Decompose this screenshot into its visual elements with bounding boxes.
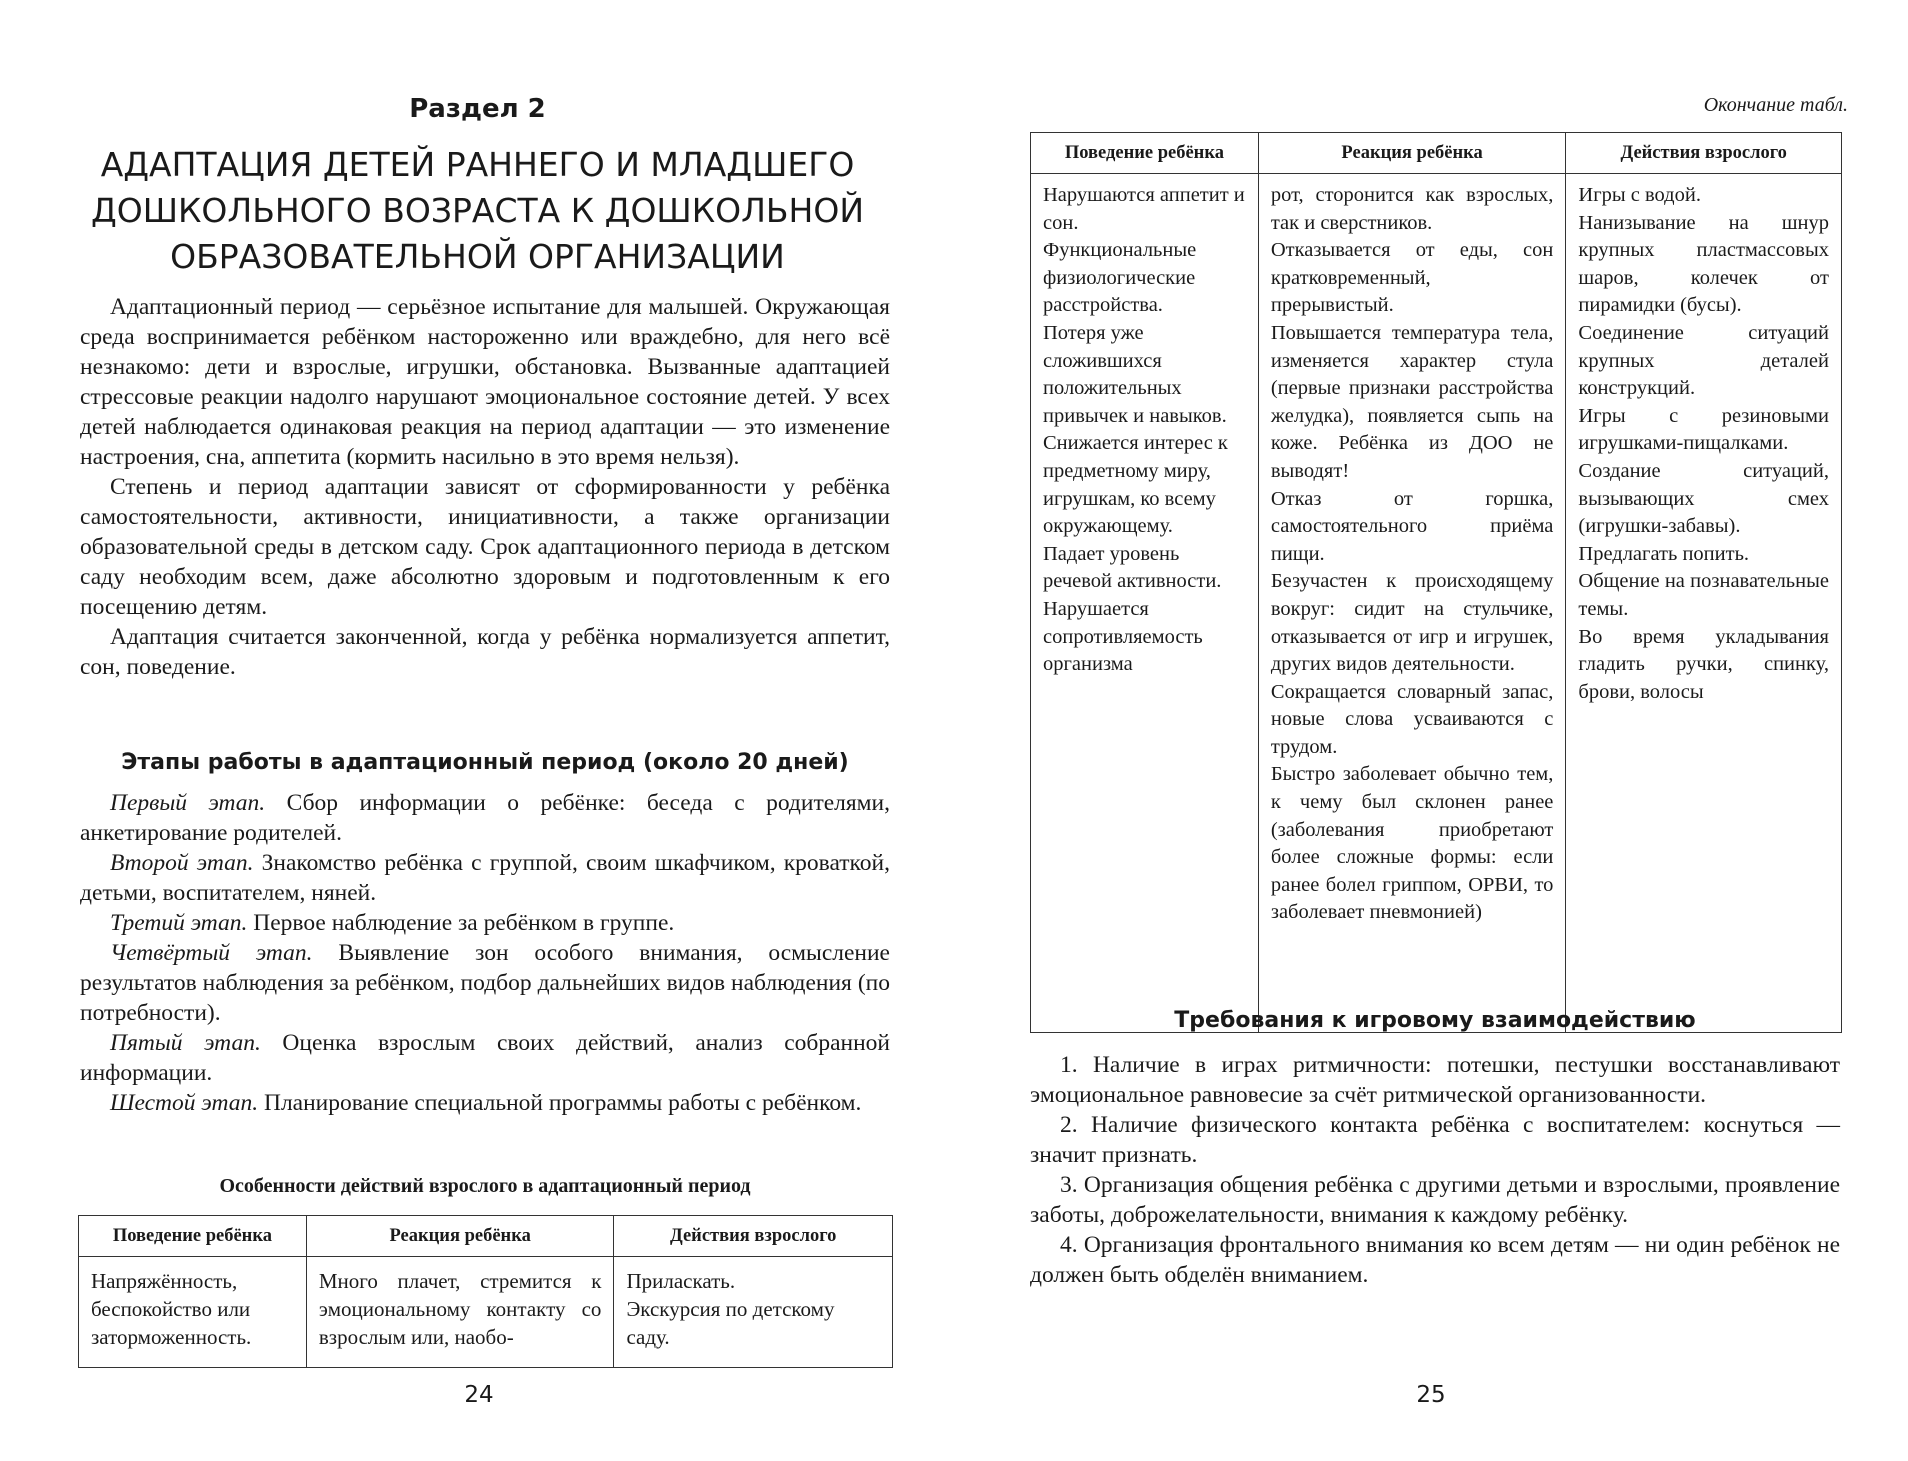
table-cell-behavior [79, 1257, 307, 1368]
paragraph: Адаптация считается законченной, когда у ребёнка нормализуется аппетит, сон, поведение. [80, 624, 890, 680]
cell-line: Напряжённость, [91, 1269, 238, 1293]
cell-line: Соединение ситуаций крупных деталей конструкций. [1578, 321, 1829, 400]
table-cell-reaction [306, 1257, 614, 1368]
stages-heading: Этапы работы в адаптационный период (около 20 дней) [121, 750, 849, 775]
stage-item [80, 908, 890, 938]
stage-label: Третий этап. [110, 910, 248, 936]
stage-text: Планирование специальной программы работы с ребёнком. [258, 1090, 862, 1116]
table-header-cell: Действия взрослого [1566, 133, 1842, 174]
stage-text: Выявление зон особого внимания, осмысление результатов наблюдения за ребёнком, подбор дальнейших видов наблюдения (по потребности). [80, 940, 890, 1026]
requirement-item: 2. Наличие физического контакта ребёнка с воспитателем: коснуться — значит признать. [1030, 1112, 1840, 1168]
paragraph: Степень и период адаптации зависят от сформированности у ребёнка самостоятельности, активности, инициативности, а также организации образовательной среды в детском саду. Срок адаптационного периода в детском саду необходим всем, даже абсолютно здоровым и подготовленным к его посещению детям. [80, 474, 890, 620]
stage-label: Пятый этап. [110, 1030, 261, 1056]
stage-text: Первое наблюдение за ребёнком в группе. [247, 910, 675, 936]
cell-line: Игры с резиновыми игрушками-пищалками. [1578, 404, 1829, 455]
table-cell-reaction [1258, 174, 1566, 1033]
cell-line: Экскурсия по детскому саду. [626, 1297, 835, 1349]
section-title [80, 142, 875, 280]
cell-line: рот, сторонится как взрослых, так и сверстников. [1270, 184, 1554, 234]
cell-line: Функциональные физиологические расстройства. [1043, 239, 1197, 317]
table-cell-behavior [1031, 174, 1259, 1033]
requirement-item: 4. Организация фронтального внимания ко всем детям — ни один ребёнок не должен быть обделён вниманием. [1030, 1232, 1840, 1288]
intro-text [80, 292, 890, 682]
stage-item [80, 1088, 890, 1118]
table-row [79, 1257, 893, 1368]
cell-line: Много плачет, стремится к эмоциональному контакту со взрослым или, наобо- [318, 1269, 602, 1349]
page-number: 25 [1416, 1382, 1446, 1408]
stage-label: Четвёртый этап. [110, 940, 313, 966]
table-header-row [1031, 133, 1842, 174]
stage-text: Оценка взрослым своих действий, анализ собранной информации. [80, 1030, 890, 1086]
adaptation-table-start [78, 1215, 893, 1368]
cell-line: Общение на познавательные темы. [1578, 570, 1829, 620]
requirements-heading: Требования к игровому взаимодействию [1174, 1008, 1696, 1033]
stage-label: Первый этап. [110, 790, 266, 816]
cell-line: Нанизывание на шнур крупных пластмассовых шаров, колечек от пирамидки (бусы). [1578, 211, 1829, 317]
table-caption: Особенности действий взрослого в адаптационный период [219, 1175, 751, 1197]
section-title-line: ОБРАЗОВАТЕЛЬНОЙ ОРГАНИЗАЦИИ [170, 237, 785, 276]
stage-text: Сбор информации о ребёнке: беседа с родителями, анкетирование родителей. [80, 790, 891, 846]
cell-line: Потеря уже сложившихся положительных привычек и навыков. [1043, 321, 1227, 427]
cell-line: Падает уровень речевой активности. [1043, 542, 1222, 593]
stage-item [80, 788, 890, 848]
table-header-cell: Действия взрослого [614, 1216, 893, 1257]
cell-line: Создание ситуаций, вызывающих смех (игрушки-забавы). [1578, 459, 1829, 538]
cell-line: Безучастен к происходящему вокруг: сидит на стульчике, отказывается от игр и игрушек, других видов деятельности. [1270, 570, 1554, 676]
adaptation-table-end [1030, 132, 1842, 1033]
table-header-cell: Реакция ребёнка [1258, 133, 1566, 174]
table-header-row [79, 1216, 893, 1257]
stage-item [80, 1028, 890, 1088]
table-header-cell: Поведение ребёнка [1031, 133, 1259, 174]
stages-list [80, 788, 890, 1118]
requirement-item: 3. Организация общения ребёнка с другими детьми и взрослыми, проявление заботы, доброжелательности, внимания к каждому ребёнку. [1030, 1172, 1840, 1228]
cell-line: Быстро заболевает обычно тем, к чему был склонен ранее (заболевания приобретают более сложные формы: если ранее болел гриппом, ОРВИ, то заболевает пневмонией) [1270, 763, 1554, 924]
cell-line: Игры с водой. [1578, 184, 1701, 206]
table-cell-actions [614, 1257, 893, 1368]
cell-line: Приласкать. [626, 1269, 736, 1293]
table-header-cell: Реакция ребёнка [306, 1216, 614, 1257]
table-row [1031, 174, 1842, 1033]
stage-text: Знакомство ребёнка с группой, своим шкафчиком, кроваткой, детьми, воспитателем, няней. [80, 850, 890, 906]
stage-item [80, 848, 890, 908]
paragraph: Адаптационный период — серьёзное испытание для малышей. Окружающая среда воспринимается ребёнком настороженно или враждебно, для него всё незнакомо: дети и взрослые, игрушки, обстановка. Вызванные адаптацией стрессовые реакции надолго нарушают эмоциональное состояние детей. У всех детей наблюдается одинаковая реакция на период адаптации — это изменение настроения, сна, аппетита (кормить насильно в это время нельзя). [80, 294, 890, 470]
table-header-cell: Поведение ребёнка [79, 1216, 307, 1257]
section-label: Раздел 2 [409, 94, 546, 124]
cell-line: Отказывается от еды, сон кратковременный, прерывистый. [1270, 239, 1554, 317]
requirements-list [1030, 1050, 1840, 1290]
cell-line: Снижается интерес к предметному миру, игрушкам, ко всему окружающему. [1043, 432, 1228, 538]
cell-line: Отказ от горшка, самостоятельного приёма пищи. [1270, 487, 1554, 565]
table-cell-actions [1566, 174, 1842, 1033]
stage-item [80, 938, 890, 1028]
stage-label: Шестой этап. [110, 1090, 259, 1116]
stage-label: Второй этап. [110, 850, 254, 876]
cell-line: Повышается температура тела, изменяется характер стула (первые признаки расстройства желудка), появляется сыпь на коже. Ребёнка из ДОО не выводят! [1270, 321, 1554, 482]
section-title-line: ДОШКОЛЬНОГО ВОЗРАСТА К ДОШКОЛЬНОЙ [90, 191, 865, 230]
requirement-item: 1. Наличие в играх ритмичности: потешки, пестушки восстанавливают эмоциональное равновесие за счёт ритмической организованности. [1030, 1052, 1840, 1108]
page-number: 24 [464, 1382, 494, 1408]
section-title-line: АДАПТАЦИЯ ДЕТЕЙ РАННЕГО И МЛАДШЕГО [100, 145, 855, 184]
cell-line: Сокращается словарный запас, новые слова усваиваются с трудом. [1270, 680, 1554, 758]
cell-line: заторможенность. [91, 1325, 252, 1349]
cell-line: Нарушается сопротивляемость организма [1043, 597, 1203, 676]
cell-line: Предлагать попить. [1578, 542, 1750, 565]
cell-line: Во время укладывания гладить ручки, спинку, брови, волосы [1578, 625, 1829, 703]
cell-line: Нарушаются аппетит и сон. [1043, 184, 1245, 234]
right-page [954, 0, 1908, 1461]
continuation-note: Окончание табл. [1703, 94, 1848, 116]
cell-line: беспокойство или [91, 1297, 251, 1321]
